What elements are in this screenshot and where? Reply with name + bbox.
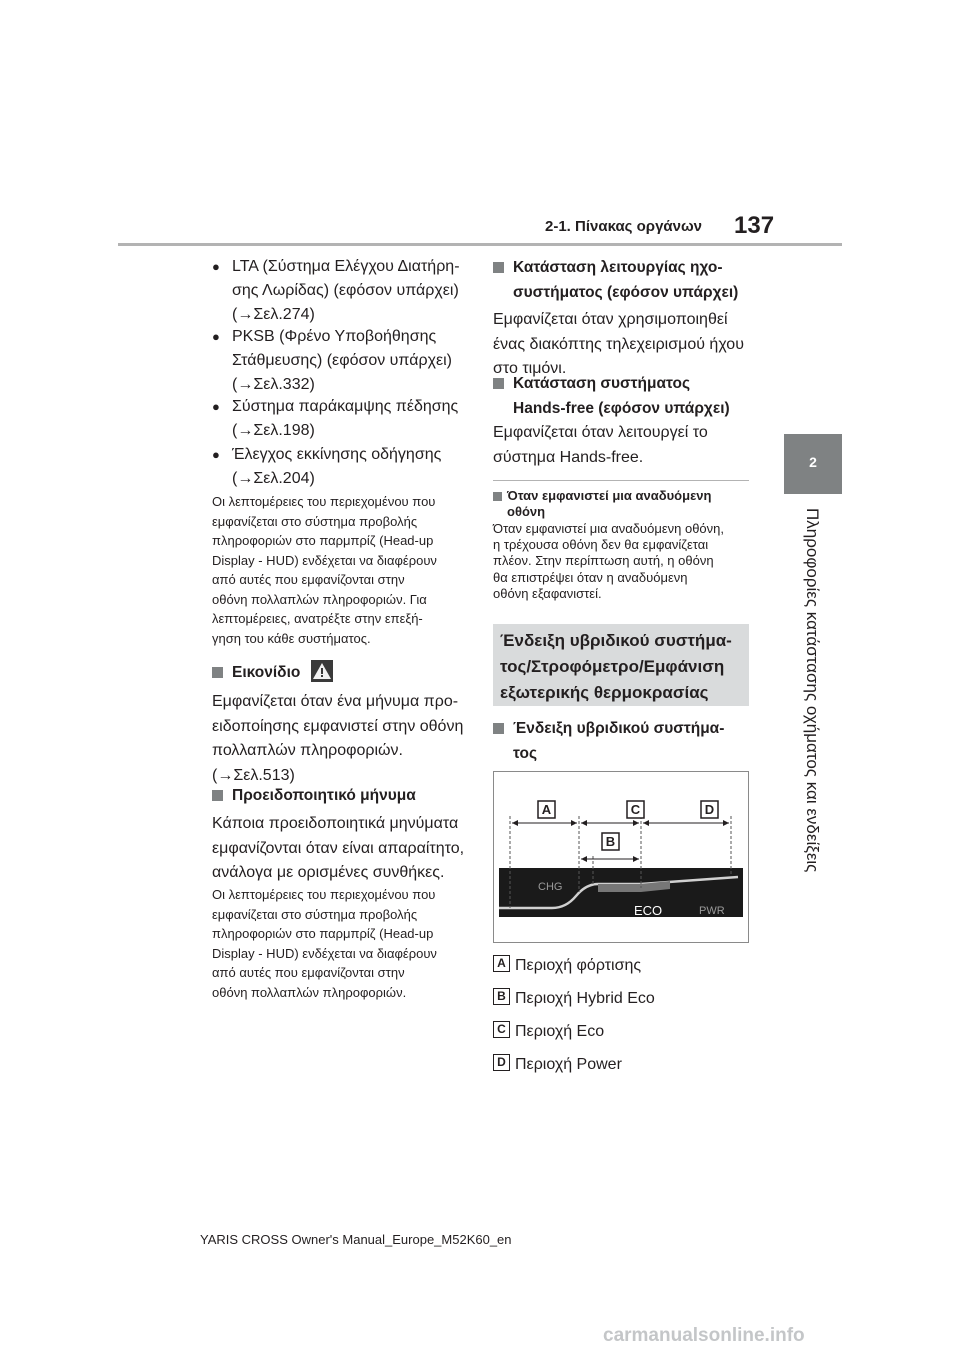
figure-label-a: A	[541, 802, 552, 817]
section-title-text: Ένδειξη υβριδικού συστήμα- τος/Στροφόμετρο/Εμφάνιση εξωτερικής θερμοκρασίας	[500, 631, 732, 702]
page-number: 137	[734, 212, 775, 239]
heading-popup: Όταν εμφανιστεί μια αναδυόμενη οθόνη	[493, 488, 755, 520]
square-bullet-icon	[493, 492, 502, 501]
chapter-number: 2	[809, 454, 817, 470]
warning-triangle-icon	[311, 660, 333, 682]
section-title: 2-1. Πίνακας οργάνων	[545, 218, 702, 235]
note-hud-1: Οι λεπτομέρειες του περιεχομένου που εμφανίζεται στο σύστημα προβολής πληροφοριών στο παρμπρίζ (Head-up Display - HUD) ενδέχεται να διαφέρουν από αυτές που εμφανίζονται στην οθόνη πολλαπλών πληροφοριών. Για λεπτομέρειες, ανατρέξτε στην επεξή- γηση του κάθε συστήματος.	[212, 494, 437, 646]
square-bullet-icon	[493, 262, 504, 273]
heading-warning-message: Προειδοποιητικό μήνυμα	[212, 783, 492, 808]
icon-description: Εμφανίζεται όταν ένα μήνυμα προ- ειδοποίησης εμφανιστεί στην οθόνη πολλαπλών πληροφοριών. (→Σελ.513)	[212, 693, 464, 784]
handsfree-description: Εμφανίζεται όταν λειτουργεί το σύστημα Hands-free.	[493, 424, 708, 466]
square-bullet-icon	[212, 790, 223, 801]
heading-icon: Εικονίδιο	[212, 660, 492, 685]
legend-item-b: B Περιοχή Hybrid Eco	[493, 987, 755, 1011]
chapter-title: Πληροφορίες κατάστασης οχήματος και ενδείξεις	[803, 508, 822, 873]
gauge-chg-text: CHG	[538, 881, 563, 893]
legend-item-c: C Περιοχή Eco	[493, 1020, 755, 1044]
bullet-brake-override: ● Σύστημα παράκαμψης πέδησης (→Σελ.198)	[212, 395, 492, 443]
watermark: carmanualsonline.info	[603, 1325, 805, 1346]
legend-key-c: C	[493, 1021, 510, 1038]
header-divider	[118, 243, 842, 246]
heading-handsfree: Κατάσταση συστήματος Hands-free (εφόσον υπάρχει)	[493, 371, 775, 421]
bullet-start-control: ● Έλεγχος εκκίνησης οδήγησης (→Σελ.204)	[212, 443, 492, 491]
warning-description: Κάποια προειδοποιητικά μηνύματα εμφανίζονται όταν είναι απαραίτητο, ανάλογα με ορισμένες συνθήκες.	[212, 815, 465, 881]
footer-text: YARIS CROSS Owner's Manual_Europe_M52K60_en	[200, 1232, 512, 1247]
figure-label-c: C	[630, 802, 641, 817]
hybrid-indicator-figure	[493, 771, 749, 943]
square-bullet-icon	[493, 378, 504, 389]
popup-description: Όταν εμφανιστεί μια αναδυόμενη οθόνη, η τρέχουσα οθόνη δεν θα εμφανίζεται πλέον. Στην περίπτωση αυτή, η οθόνη θα επιστρέψει όταν η αναδυόμενη οθόνη εξαφανιστεί.	[493, 521, 724, 601]
note-hud-2: Οι λεπτομέρειες του περιεχομένου που εμφανίζεται στο σύστημα προβολής πληροφοριών στο παρμπρίζ (Head-up Display - HUD) ενδέχεται να διαφέρουν από αυτές που εμφανίζονται στην οθόνη πολλαπλών πληροφοριών.	[212, 887, 437, 1000]
bullet-pksb: ● PKSB (Φρένο Υποβοήθησης Στάθμευσης) (εφόσον υπάρχει) (→Σελ.332)	[212, 325, 492, 397]
heading-hybrid-indicator: Ένδειξη υβριδικού συστήμα- τος	[493, 716, 775, 766]
legend-item-a: A Περιοχή φόρτισης	[493, 954, 755, 978]
legend-key-b: B	[493, 988, 510, 1005]
figure-label-d: D	[704, 802, 715, 817]
gauge-eco-text: ECO	[634, 903, 663, 918]
note-divider	[493, 480, 749, 481]
figure-label-b: B	[605, 834, 616, 849]
hybrid-indicator-diagram	[494, 772, 748, 942]
legend-item-d: D Περιοχή Power	[493, 1053, 755, 1077]
heading-audio-mode: Κατάσταση λειτουργίας ηχο- συστήματος (εφόσον υπάρχει)	[493, 255, 775, 305]
square-bullet-icon	[212, 667, 223, 678]
legend-key-d: D	[493, 1054, 510, 1071]
legend-key-a: A	[493, 955, 510, 972]
audio-description: Εμφανίζεται όταν χρησιμοποιηθεί ένας διακόπτης τηλεχειρισμού ήχου στο τιμόνι.	[493, 311, 744, 377]
gauge-pwr-text: PWR	[699, 905, 725, 917]
square-bullet-icon	[493, 723, 504, 734]
bullet-lta: ● LTA (Σύστημα Ελέγχου Διατήρη- σης Λωρίδας) (εφόσον υπάρχει) (→Σελ.274)	[212, 255, 492, 327]
